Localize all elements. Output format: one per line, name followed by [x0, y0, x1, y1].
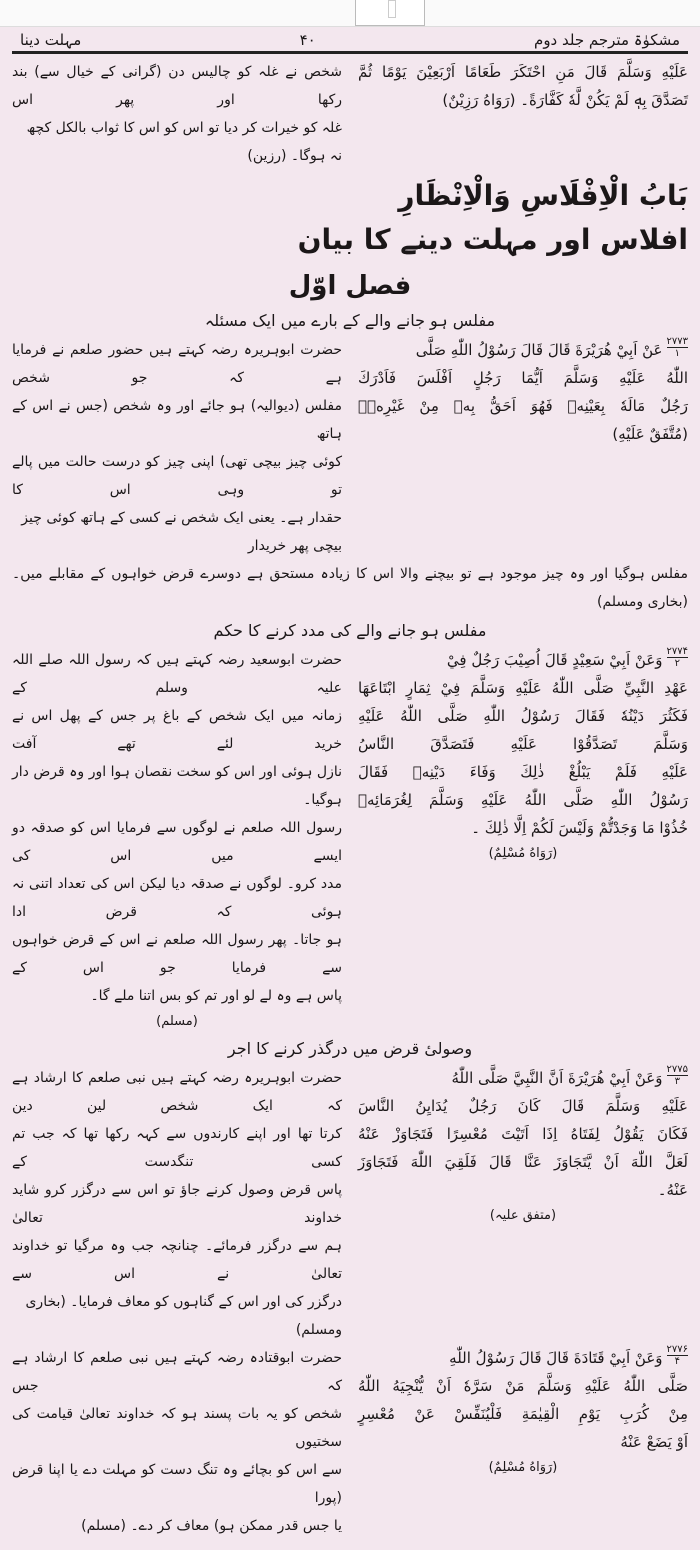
running-header — [12, 31, 688, 54]
hadith-2774 — [12, 646, 688, 1034]
hadith-2776-urdu — [12, 1344, 342, 1540]
hadith-2776-arabic — [358, 1344, 688, 1456]
text-line — [358, 730, 688, 758]
line-text: پاس ہے وہ لے لو اور تم کو بس اتنا ملے گا۔ — [90, 988, 342, 1004]
line-text: اَوْ يَضَعْ عَنْهُ — [620, 1433, 688, 1451]
text-line — [358, 58, 688, 86]
text-line — [358, 786, 688, 814]
line-text: عَلَيْهِ وَسَلَّمَ قَالَ مَنِ احْتَكَرَ طَعَامًا اَرْبَعِيْنَ يَوْمًا ثُمَّ — [358, 63, 688, 81]
line-text: نازل ہوئی اور اس کو سخت نقصان ہوا اور وہ قرض دار ہوگیا۔ — [12, 764, 342, 808]
text-line — [12, 1288, 342, 1344]
line-text: یا جس قدر ممکن ہو) معاف کر دے۔ (مسلم) — [81, 1518, 342, 1534]
text-line — [358, 702, 688, 730]
line-text: حضرت ابوسعید رضہ کہتے ہیں کہ رسول اللہ صلے اللہ علیہ وسلم کے — [12, 652, 342, 696]
text-line — [12, 1344, 342, 1400]
chapter-urdu-title: افلاس اور مہلت دینے کا بیان — [297, 223, 688, 256]
subheading-2: مفلس ہو جانے والے کی مدد کرنے کا حکم — [213, 621, 487, 640]
line-text: فَكَانَ يَقُوْلُ لِفَتَاهُ اِذَا اَتَيْتَ مُعْسِرًا فَتَجَاوَزْ عَنْهُ — [358, 1125, 688, 1143]
line-text: شخص کو یہ بات پسند ہو کہ خداوند تعالیٰ قیامت کی سختیوں — [12, 1406, 342, 1450]
line-text: عَنْ اَبِيْ هُرَيْرَةَ قَالَ قَالَ رَسُوْلُ اللّٰهِ صَلَّى — [415, 341, 663, 359]
line-text: غلہ کو خیرات کر دیا تو اس کو اس کا ثواب بالکل کچھ نہ ہوگا۔ (رزین) — [26, 120, 342, 164]
text-line — [358, 1064, 688, 1092]
text-line — [358, 1176, 688, 1204]
line-text: فَكَثُرَ دَيْنُهٗ فَقَالَ رَسُوْلُ اللّٰهِ صَلَّى اللّٰهُ عَلَيْهِ — [358, 707, 688, 725]
hadith-2773-arabic — [358, 336, 688, 560]
text-line — [358, 1148, 688, 1176]
text-line — [358, 1400, 688, 1428]
text-line — [358, 86, 688, 114]
line-text: اللّٰهُ عَلَيْهِ وَسَلَّمَ اَيُّمَا رَجُلٍ اَفْلَسَ فَاَدْرَكَ — [358, 369, 688, 387]
text-line — [358, 758, 688, 786]
text-line — [358, 1372, 688, 1400]
hadith-number-main: ۲۷۷۶ — [666, 1344, 688, 1355]
text-line — [12, 448, 342, 504]
line-text: وَعَنْ اَبِيْ سَعِيْدٍ قَالَ اُصِيْبَ رَجُلٌ فِيْ — [446, 651, 663, 669]
text-line — [12, 758, 342, 814]
line-text: رَجُلٌ مَالَهٗ بِعَيْنِهٖ فَهُوَ اَحَقُّ بِهٖ مِنْ غَيْرِهٖ۔ — [358, 397, 688, 415]
hadith-2775 — [12, 1064, 688, 1344]
line-text: ہو جاتا۔ پھر رسول اللہ صلعم نے اس کے قرض خواہوں سے فرمایا جو اس کے — [12, 932, 342, 976]
text-line — [12, 870, 342, 926]
hadith-2774-urdu-column — [12, 646, 342, 1034]
chapter-arabic-title: بَابُ الْاِفْلَاسِ وَالْاِنْظَارِ — [398, 179, 688, 212]
line-text: عَنْهُ۔ — [657, 1181, 688, 1199]
hadith-2776-arabic-citation: (رَوَاهُ مُسْلِمٌ) — [488, 1460, 558, 1475]
header-topic: مہلت دینا — [20, 31, 82, 49]
text-line — [358, 392, 688, 420]
line-text: پاس قرض وصول کرنے جاؤ تو اس سے درگزر کرو شاید خداوند تعالیٰ — [12, 1182, 342, 1226]
hadith-2775-arabic-citation: (متفق علیہ) — [489, 1208, 557, 1223]
line-text: خُذُوْا مَا وَجَدْتُّمْ وَلَيْسَ لَكُمْ اِلَّا ذٰلِكَ ۔ — [471, 819, 688, 837]
text-line — [12, 1232, 342, 1288]
text-line — [12, 1400, 342, 1456]
hadith-number — [667, 336, 688, 359]
text-line — [358, 420, 688, 448]
hadith-number-sub: ۴ — [674, 1356, 680, 1367]
hadith-2774-urdu-citation: (مسلم) — [156, 1014, 198, 1029]
text-line — [12, 504, 342, 560]
line-text: شخص نے غلہ کو چالیس دن (گرانی کے خیال سے) بند رکھا اور پھر اس — [12, 64, 342, 108]
section-title: فصل اوّل — [288, 271, 412, 301]
text-line — [358, 814, 688, 842]
text-line — [358, 1428, 688, 1456]
top-arabic-text — [358, 58, 688, 170]
line-text: وَعَنْ اَبِيْ قَتَادَةَ قَالَ قَالَ رَسُوْلُ اللّٰهِ — [449, 1349, 663, 1367]
top-continuation — [12, 58, 688, 170]
hadith-number — [667, 1064, 688, 1087]
line-text: عَلَيْهِ فَلَمْ يَبْلُغْ ذٰلِكَ وَفَاءَ دَيْنِهٖ فَقَالَ — [358, 763, 688, 781]
scan-top-margin — [0, 0, 700, 27]
hadith-2776-arabic-column — [358, 1344, 688, 1540]
hadith-number-main: ۲۷۷۴ — [666, 646, 688, 657]
hadith-2774-arabic-citation: (رَوَاهُ مُسْلِمٌ) — [488, 846, 558, 861]
hadith-2773-urdu — [12, 336, 342, 560]
line-text: رسول اللہ صلعم نے لوگوں سے فرمایا اس کو صدقہ دو ایسے میں اس کی — [12, 820, 342, 864]
text-line — [12, 58, 342, 114]
hadith-number — [667, 646, 688, 669]
line-text: حقدار ہے۔ یعنی ایک شخص نے کسی کے ہاتھ کوئی چیز بیچی پھر خریدار — [21, 510, 342, 554]
text-line — [358, 1092, 688, 1120]
chapter-title-row — [12, 174, 688, 262]
text-line — [358, 336, 688, 364]
line-text: سے اس کو بچائے وہ تنگ دست کو مہلت دے یا اپنا قرض (پورا — [12, 1462, 342, 1506]
hadith-number-main: ۲۷۷۳ — [666, 336, 688, 347]
line-text: کوئی چیز بیچی تھی) اپنی چیز کو درست حالت میں پالے تو وہی اس کا — [12, 454, 342, 498]
subheading-1: مفلس ہو جانے والے کے بارے میں ایک مسئلہ — [204, 311, 496, 330]
text-line — [12, 982, 342, 1010]
top-urdu-text — [12, 58, 342, 170]
binding-mark — [355, 0, 425, 26]
page-body — [0, 27, 700, 1550]
hadith-number-sub: ۱ — [674, 348, 680, 359]
text-line — [12, 1456, 342, 1512]
hadith-2774-urdu — [12, 646, 342, 1010]
hadith-2774-arabic — [358, 646, 688, 842]
hadith-number — [667, 1344, 688, 1367]
text-line — [12, 702, 342, 758]
text-line — [12, 392, 342, 448]
text-line — [12, 926, 342, 982]
line-text: حضرت ابوہریرہ رضہ کہتے ہیں حضور صلعم نے فرمایا ہے کہ جو شخص — [12, 342, 342, 386]
line-text: مفلس (دیوالیہ) ہو جائے اور وہ شخص (جس نے اس کے ہاتھ — [12, 398, 342, 442]
text-line — [358, 674, 688, 702]
line-text: حضرت ابوہریرہ رضہ کہتے ہیں نبی صلعم کا ارشاد ہے کہ ایک شخص لین دین — [12, 1070, 342, 1114]
hadith-2774-arabic-column — [358, 646, 688, 1034]
line-text: زمانہ میں ایک شخص کے باغ پر جس کے پھل اس نے خرید لئے تھے آفت — [12, 708, 342, 752]
hadith-2775-arabic-column — [358, 1064, 688, 1344]
hadith-2773-urdu-continued: مفلس ہوگیا اور وہ چیز موجود ہے تو بیچنے والا اس کا زیادہ مستحق ہے دوسرے قرض خواہوں کے مقابلے میں۔ (بخاری ومسلم) — [12, 566, 688, 610]
line-text: درگزر کی اور اس کے گناہوں کو معاف فرمایا۔ (بخاری ومسلم) — [25, 1294, 342, 1338]
line-text: عَلَيْهِ وَسَلَّمَ قَالَ كَانَ رَجُلٌ يُدَايِنُ النَّاسَ — [358, 1097, 688, 1115]
text-line — [358, 646, 688, 674]
text-line — [12, 1176, 342, 1232]
line-text: عَهْدِ النَّبِيِّ صَلَّى اللّٰهُ عَلَيْهِ وَسَلَّمَ فِيْ ثِمَارٍ ابْتَاعَهَا — [358, 679, 688, 697]
line-text: لَعَلَّ اللّٰهَ اَنْ يَّتَجَاوَزَ عَنَّا قَالَ فَلَقِيَ اللّٰهَ فَتَجَاوَزَ — [358, 1153, 688, 1171]
subheading-3: وصولیٔ قرض میں درگذر کرنے کا اجر — [227, 1039, 473, 1058]
line-text: وَعَنْ اَبِيْ هُرَيْرَةَ اَنَّ النَّبِيَّ صَلَّى اللّٰهُ — [451, 1069, 663, 1087]
hadith-number-main: ۲۷۷۵ — [666, 1064, 688, 1075]
line-text: وَسَلَّمَ تَصَدَّقُوْا عَلَيْهِ فَتَصَدَّقَ النَّاسُ — [358, 735, 688, 753]
line-text: حضرت ابوقتادہ رضہ کہتے ہیں نبی صلعم کا ارشاد ہے کہ جس — [12, 1350, 342, 1394]
text-line — [12, 114, 342, 170]
text-line — [358, 364, 688, 392]
text-line — [12, 1512, 342, 1540]
hadith-2775-urdu — [12, 1064, 342, 1344]
text-line — [12, 1064, 342, 1120]
text-line — [12, 336, 342, 392]
line-text: مِنْ كُرَبِ يَوْمِ الْقِيٰمَةِ فَلْيُنَفِّسْ عَنْ مُعْسِرٍ — [358, 1405, 688, 1423]
line-text: مدد کرو۔ لوگوں نے صدقہ دیا لیکن اس کی تعداد اتنی نہ ہوئی کہ قرض ادا — [12, 876, 342, 920]
text-line — [12, 646, 342, 702]
text-line — [12, 814, 342, 870]
hadith-number-sub: ۲ — [674, 658, 680, 669]
header-book-title: مشکوٰۃ مترجم جلد دوم — [534, 31, 680, 49]
hadith-2773 — [12, 336, 688, 560]
line-text: تَصَدَّقَ بِهٖ لَمْ يَكُنْ لَّهٗ كَفَّارَةً۔ (رَوَاهُ رَزِيْنٌ) — [442, 91, 688, 109]
page-number: ۴۰ — [299, 31, 316, 49]
text-line — [358, 1344, 688, 1372]
hadith-2775-arabic — [358, 1064, 688, 1204]
line-text: کرتا تھا اور اپنے کارندوں سے کہہ رکھا تھا کہ جب تم کسی تنگدست کے — [12, 1126, 342, 1170]
line-text: (مُتَّفَقٌ عَلَيْهِ) — [612, 425, 688, 443]
text-line — [12, 1120, 342, 1176]
text-line — [358, 1120, 688, 1148]
line-text: صَلَّى اللّٰهُ عَلَيْهِ وَسَلَّمَ مَنْ سَرَّهٗ اَنْ يُّنْجِيَهُ اللّٰهُ — [358, 1377, 688, 1395]
line-text: ہم سے درگزر فرمائے۔ چنانچہ جب وہ مرگیا تو خداوند تعالیٰ نے اس سے — [12, 1238, 342, 1282]
hadith-number-sub: ۳ — [674, 1076, 680, 1087]
hadith-2776 — [12, 1344, 688, 1540]
line-text: رَسُوْلُ اللّٰهِ صَلَّى اللّٰهُ عَلَيْهِ وَسَلَّمَ لِغُرَمَائِهٖ — [358, 791, 688, 809]
